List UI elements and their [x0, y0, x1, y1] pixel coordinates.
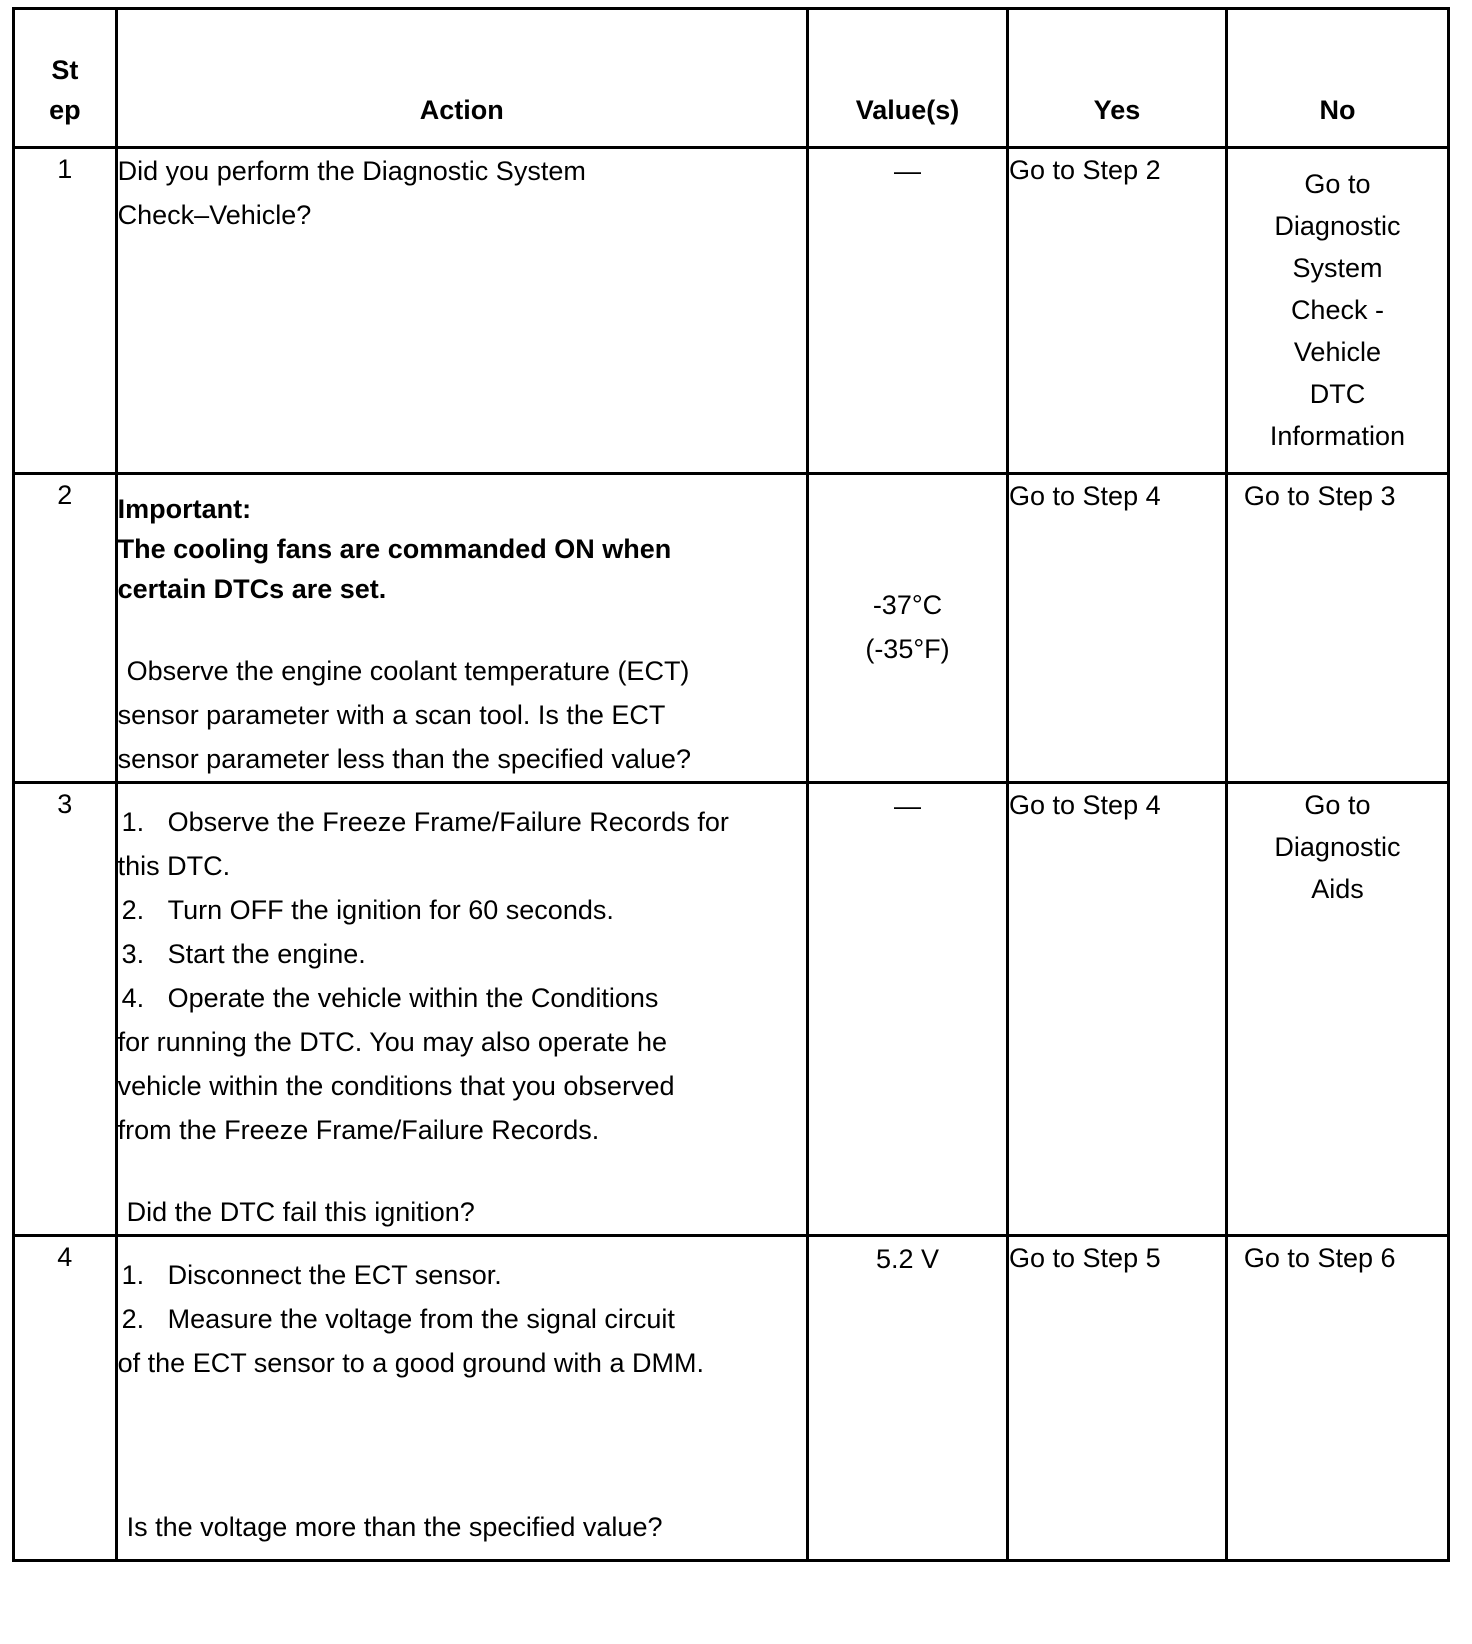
list-text: Operate the vehicle within the Conditions [167, 983, 659, 1013]
value-cell: — [807, 148, 1007, 474]
list-item [118, 800, 806, 844]
list-item [118, 1297, 806, 1341]
yes-cell: Go to Step 4 [1008, 474, 1227, 783]
yes-cell: Go to Step 5 [1008, 1236, 1227, 1561]
question-text: Is the voltage more than the specified value? [126, 1512, 663, 1542]
list-item [118, 932, 806, 976]
list-number: 1. [121, 1260, 145, 1290]
step-row-2 [14, 474, 1449, 783]
question-text: Did the DTC fail this ignition? [126, 1197, 475, 1227]
list-text: Turn OFF the ignition for 60 seconds. [167, 895, 614, 925]
header-step-line2: ep [49, 95, 81, 125]
value-text: -37°C [872, 590, 943, 620]
value-cell [807, 474, 1007, 783]
list-number: 3. [121, 939, 145, 969]
list-number: 4. [121, 983, 145, 1013]
header-values: Value(s) [807, 9, 1007, 148]
no-text: Go to [1304, 169, 1371, 199]
value-text: (-35°F) [865, 634, 950, 664]
no-text: Vehicle [1293, 337, 1381, 367]
action-text: from the Freeze Frame/Failure Records. [117, 1115, 600, 1145]
action-text: sensor parameter less than the specified value? [117, 744, 691, 774]
header-step-line1: St [51, 55, 79, 85]
step-row-3 [14, 783, 1449, 1236]
no-text: Diagnostic [1274, 832, 1401, 862]
list-text: Measure the voltage from the signal circuit [167, 1304, 675, 1334]
header-step [14, 9, 117, 148]
list-number: 2. [121, 1304, 145, 1334]
no-cell: Go to Step 6 [1226, 1236, 1448, 1561]
action-text: this DTC. [117, 851, 231, 881]
no-text: Information [1269, 421, 1405, 451]
no-text: Check - [1290, 295, 1384, 325]
yes-cell: Go to Step 4 [1008, 783, 1227, 1236]
no-cell [1226, 783, 1448, 1236]
step-row-4 [14, 1236, 1449, 1561]
list-item [118, 1253, 806, 1297]
list-text: Disconnect the ECT sensor. [167, 1260, 502, 1290]
action-text: of the ECT sensor to a good ground with a DMM. [117, 1348, 704, 1378]
important-text: The cooling fans are commanded ON when [117, 534, 672, 564]
step-row-1 [14, 148, 1449, 474]
no-text: Go to [1304, 790, 1371, 820]
list-text: Start the engine. [167, 939, 366, 969]
step-number: 2 [14, 474, 117, 783]
no-text: Aids [1311, 874, 1364, 904]
header-action: Action [116, 9, 807, 148]
diagnostic-table [12, 7, 1450, 1562]
action-cell [116, 474, 807, 783]
action-text: vehicle within the conditions that you observed [117, 1071, 675, 1101]
action-text: Observe the engine coolant temperature (ECT) [126, 656, 690, 686]
no-text: System [1292, 253, 1383, 283]
header-no: No [1226, 9, 1448, 148]
yes-cell: Go to Step 2 [1008, 148, 1227, 474]
no-cell: Go to Step 3 [1226, 474, 1448, 783]
list-item [118, 976, 806, 1020]
action-text: for running the DTC. You may also operate he [117, 1027, 667, 1057]
important-label: Important: [117, 494, 252, 524]
no-text: DTC [1309, 379, 1366, 409]
action-text: sensor parameter with a scan tool. Is the ECT [117, 700, 666, 730]
no-text: Diagnostic [1274, 211, 1401, 241]
action-cell [116, 1236, 807, 1561]
value-cell: — [807, 783, 1007, 1236]
list-number: 2. [121, 895, 145, 925]
header-row [14, 9, 1449, 148]
action-cell [116, 783, 807, 1236]
no-cell [1226, 148, 1448, 474]
action-cell [116, 148, 807, 474]
step-number: 3 [14, 783, 117, 1236]
list-item [118, 888, 806, 932]
list-text: Observe the Freeze Frame/Failure Records for [167, 807, 729, 837]
step-number: 4 [14, 1236, 117, 1561]
action-text: Check–Vehicle? [117, 200, 312, 230]
value-cell: 5.2 V [807, 1236, 1007, 1561]
header-yes: Yes [1008, 9, 1227, 148]
list-number: 1. [121, 807, 145, 837]
important-text: certain DTCs are set. [117, 574, 387, 604]
action-text: Did you perform the Diagnostic System [117, 156, 586, 186]
step-number: 1 [14, 148, 117, 474]
